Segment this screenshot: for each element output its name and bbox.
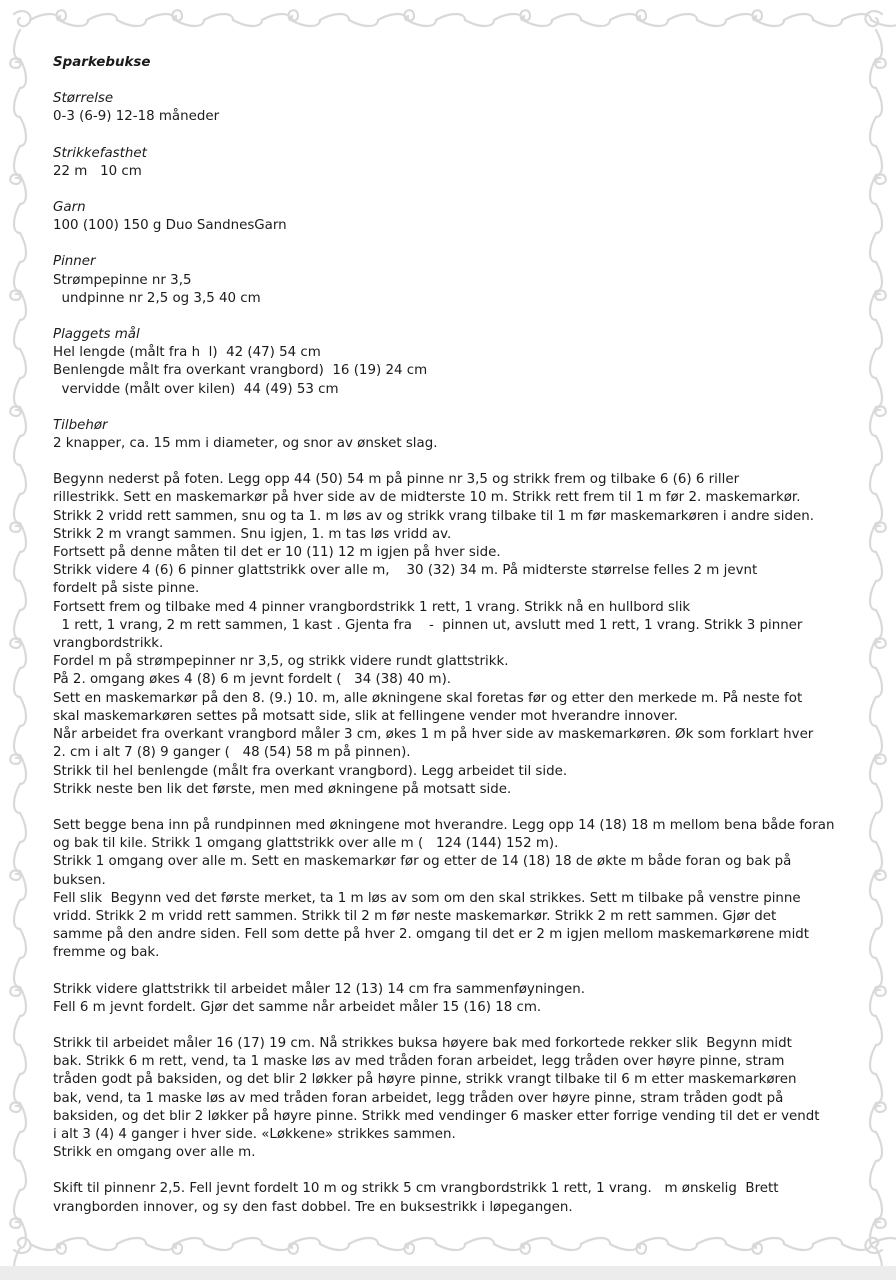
instruction-line: Strikk 1 omgang over alle m. Sett en maskemarkør før og etter de 14 (18) 18 de økte m både foran og bak på xyxy=(53,854,792,870)
instruction-line: Strikk til arbeidet måler 16 (17) 19 cm. Nå strikkes buksa høyere bak med forkortede rekker slik Begynn midt xyxy=(53,1035,792,1051)
instruction-line: rillestrikk. Sett en maskemarkør på hver side av de midterste 10 m. Strikk rett frem til 1 m før 2. maskemarkør. xyxy=(53,490,801,506)
spec-section xyxy=(53,90,843,126)
instruction-line: samme på den andre siden. Fell som dette på hver 2. omgang til det er 2 m igjen mellom maskemarkørene midt xyxy=(53,927,810,943)
instruction-line: Strikk 2 vridd rett sammen, snu og ta 1. m løs av og strikk vrang tilbake til 1 m før maskemarkøren i andre siden. xyxy=(53,508,814,524)
instruction-line: Strikk til hel benlengde (målt fra overkant vrangbord). Legg arbeidet til side. xyxy=(53,763,568,779)
spec-section xyxy=(53,199,843,235)
instruction-line: skal maskemarkøren settes på motsatt side, slik at fellingene vender mot hverandre innover. xyxy=(53,708,678,724)
spec-label: Garn xyxy=(53,200,86,216)
instruction-paragraph xyxy=(53,1035,843,1162)
instruction-line: Fordel m på strømpepinner nr 3,5, og strikk videre rundt glattstrikk. xyxy=(53,654,509,670)
pattern-instructions xyxy=(53,471,843,1217)
pattern-document xyxy=(53,54,843,1235)
spec-label: Plaggets mål xyxy=(53,327,140,343)
instruction-line: Strikk videre glattstrikk til arbeidet måler 12 (13) 14 cm fra sammenføyningen. xyxy=(53,981,585,997)
spec-line: undpinne nr 2,5 og 3,5 40 cm xyxy=(53,290,261,306)
spec-line: 2 knapper, ca. 15 mm i diameter, og snor av ønsket slag. xyxy=(53,436,438,452)
instruction-paragraph xyxy=(53,1180,843,1216)
instruction-line: i alt 3 (4) 4 ganger i hver side. «Løkkene» strikkes sammen. xyxy=(53,1126,456,1142)
spec-section xyxy=(53,145,843,181)
pattern-specifications xyxy=(53,90,843,453)
instruction-line: Strikk 2 m vrangt sammen. Snu igjen, 1. m tas løs vridd av. xyxy=(53,526,452,542)
spec-line: Strømpepinne nr 3,5 xyxy=(53,272,192,288)
instruction-paragraph xyxy=(53,471,843,799)
pattern-title: Sparkebukse xyxy=(53,55,151,70)
instruction-line: Når arbeidet fra overkant vrangbord måler 3 cm, økes 1 m på hver side av maskemarkøren. Øk som forklart hver xyxy=(53,727,814,743)
instruction-line: Strikk en omgang over alle m. xyxy=(53,1145,256,1161)
instruction-paragraph xyxy=(53,817,843,963)
instruction-line: bak, vend, ta 1 maske løs av med tråden foran arbeidet, legg tråden over høyre pinne, stram tråden godt på xyxy=(53,1090,784,1106)
instruction-line: Begynn nederst på foten. Legg opp 44 (50) 54 m på pinne nr 3,5 og strikk frem og tilbake 6 (6) 6 riller xyxy=(53,472,740,488)
instruction-line: Fell slik Begynn ved det første merket, ta 1 m løs av som om den skal strikkes. Sett m tilbake på venstre pinne xyxy=(53,890,801,906)
instruction-line: vrangborden innover, og sy den fast dobbel. Tre en buksestrikk i løpegangen. xyxy=(53,1199,573,1215)
spec-label: Strikkefasthet xyxy=(53,145,147,161)
spec-section xyxy=(53,326,843,399)
spec-section xyxy=(53,417,843,453)
instruction-line: Fell 6 m jevnt fordelt. Gjør det samme når arbeidet måler 15 (16) 18 cm. xyxy=(53,999,542,1015)
spec-label: Størrelse xyxy=(53,91,114,107)
instruction-paragraph xyxy=(53,981,843,1017)
instruction-line: Sett begge bena inn på rundpinnen med økningene mot hverandre. Legg opp 14 (18) 18 m mellom bena både foran xyxy=(53,817,835,833)
spec-label: Tilbehør xyxy=(53,417,108,433)
instruction-line: Strikk videre 4 (6) 6 pinner glattstrikk over alle m, 30 (32) 34 m. På midterste størrelse felles 2 m jevnt xyxy=(53,563,758,579)
instruction-line: 1 rett, 1 vrang, 2 m rett sammen, 1 kast . Gjenta fra - pinnen ut, avslutt med 1 rett, 1 vrang. Strikk 3 pinner xyxy=(53,617,803,633)
instruction-line: Strikk neste ben lik det første, men med økningene på motsatt side. xyxy=(53,781,512,797)
instruction-line: Skift til pinnenr 2,5. Fell jevnt fordelt 10 m og strikk 5 cm vrangbordstrikk 1 rett, 1 vrang. m ønskelig Brett xyxy=(53,1181,779,1197)
instruction-line: Fortsett på denne måten til det er 10 (11) 12 m igjen på hver side. xyxy=(53,545,501,561)
instruction-line: fremme og bak. xyxy=(53,945,160,961)
instruction-line: vridd. Strikk 2 m vridd rett sammen. Strikk til 2 m før neste maskemarkør. Strikk 2 m rett sammen. Gjør det xyxy=(53,908,777,924)
spec-line: Hel lengde (målt fra h l) 42 (47) 54 cm xyxy=(53,345,321,361)
instruction-line: buksen. xyxy=(53,872,106,888)
spec-label: Pinner xyxy=(53,254,96,270)
page-bottom-strip xyxy=(0,1266,896,1280)
instruction-line: tråden godt på baksiden, og det blir 2 løkker på høyre pinne, strikk vrangt tilbake til 6 m etter maskemarkøren xyxy=(53,1072,797,1088)
spec-line: 22 m 10 cm xyxy=(53,163,142,179)
instruction-line: 2. cm i alt 7 (8) 9 ganger ( 48 (54) 58 m på pinnen). xyxy=(53,745,411,761)
spec-line: Benlengde målt fra overkant vrangbord) 16 (19) 24 cm xyxy=(53,363,428,379)
instruction-line: vrangbordstrikk. xyxy=(53,636,164,652)
instruction-line: og bak til kile. Strikk 1 omgang glattstrikk over alle m ( 124 (144) 152 m). xyxy=(53,836,559,852)
instruction-line: Fortsett frem og tilbake med 4 pinner vrangbordstrikk 1 rett, 1 vrang. Strikk nå en hullbord slik xyxy=(53,599,691,615)
spec-section xyxy=(53,253,843,308)
spec-line: 0-3 (6-9) 12-18 måneder xyxy=(53,109,220,125)
spec-line: vervidde (målt over kilen) 44 (49) 53 cm xyxy=(53,381,339,397)
instruction-line: Sett en maskemarkør på den 8. (9.) 10. m, alle økningene skal foretas før og etter den merkede m. På neste fot xyxy=(53,690,803,706)
instruction-line: fordelt på siste pinne. xyxy=(53,581,200,597)
instruction-line: baksiden, og det blir 2 løkker på høyre pinne. Strikk med vendinger 6 masker etter forrige vending til det er vendt xyxy=(53,1108,820,1124)
instruction-line: På 2. omgang økes 4 (8) 6 m jevnt fordelt ( 34 (38) 40 m). xyxy=(53,672,452,688)
instruction-line: bak. Strikk 6 m rett, vend, ta 1 maske løs av med tråden foran arbeidet, legg tråden over høyre pinne, stram xyxy=(53,1054,785,1070)
spec-line: 100 (100) 150 g Duo SandnesGarn xyxy=(53,218,287,234)
